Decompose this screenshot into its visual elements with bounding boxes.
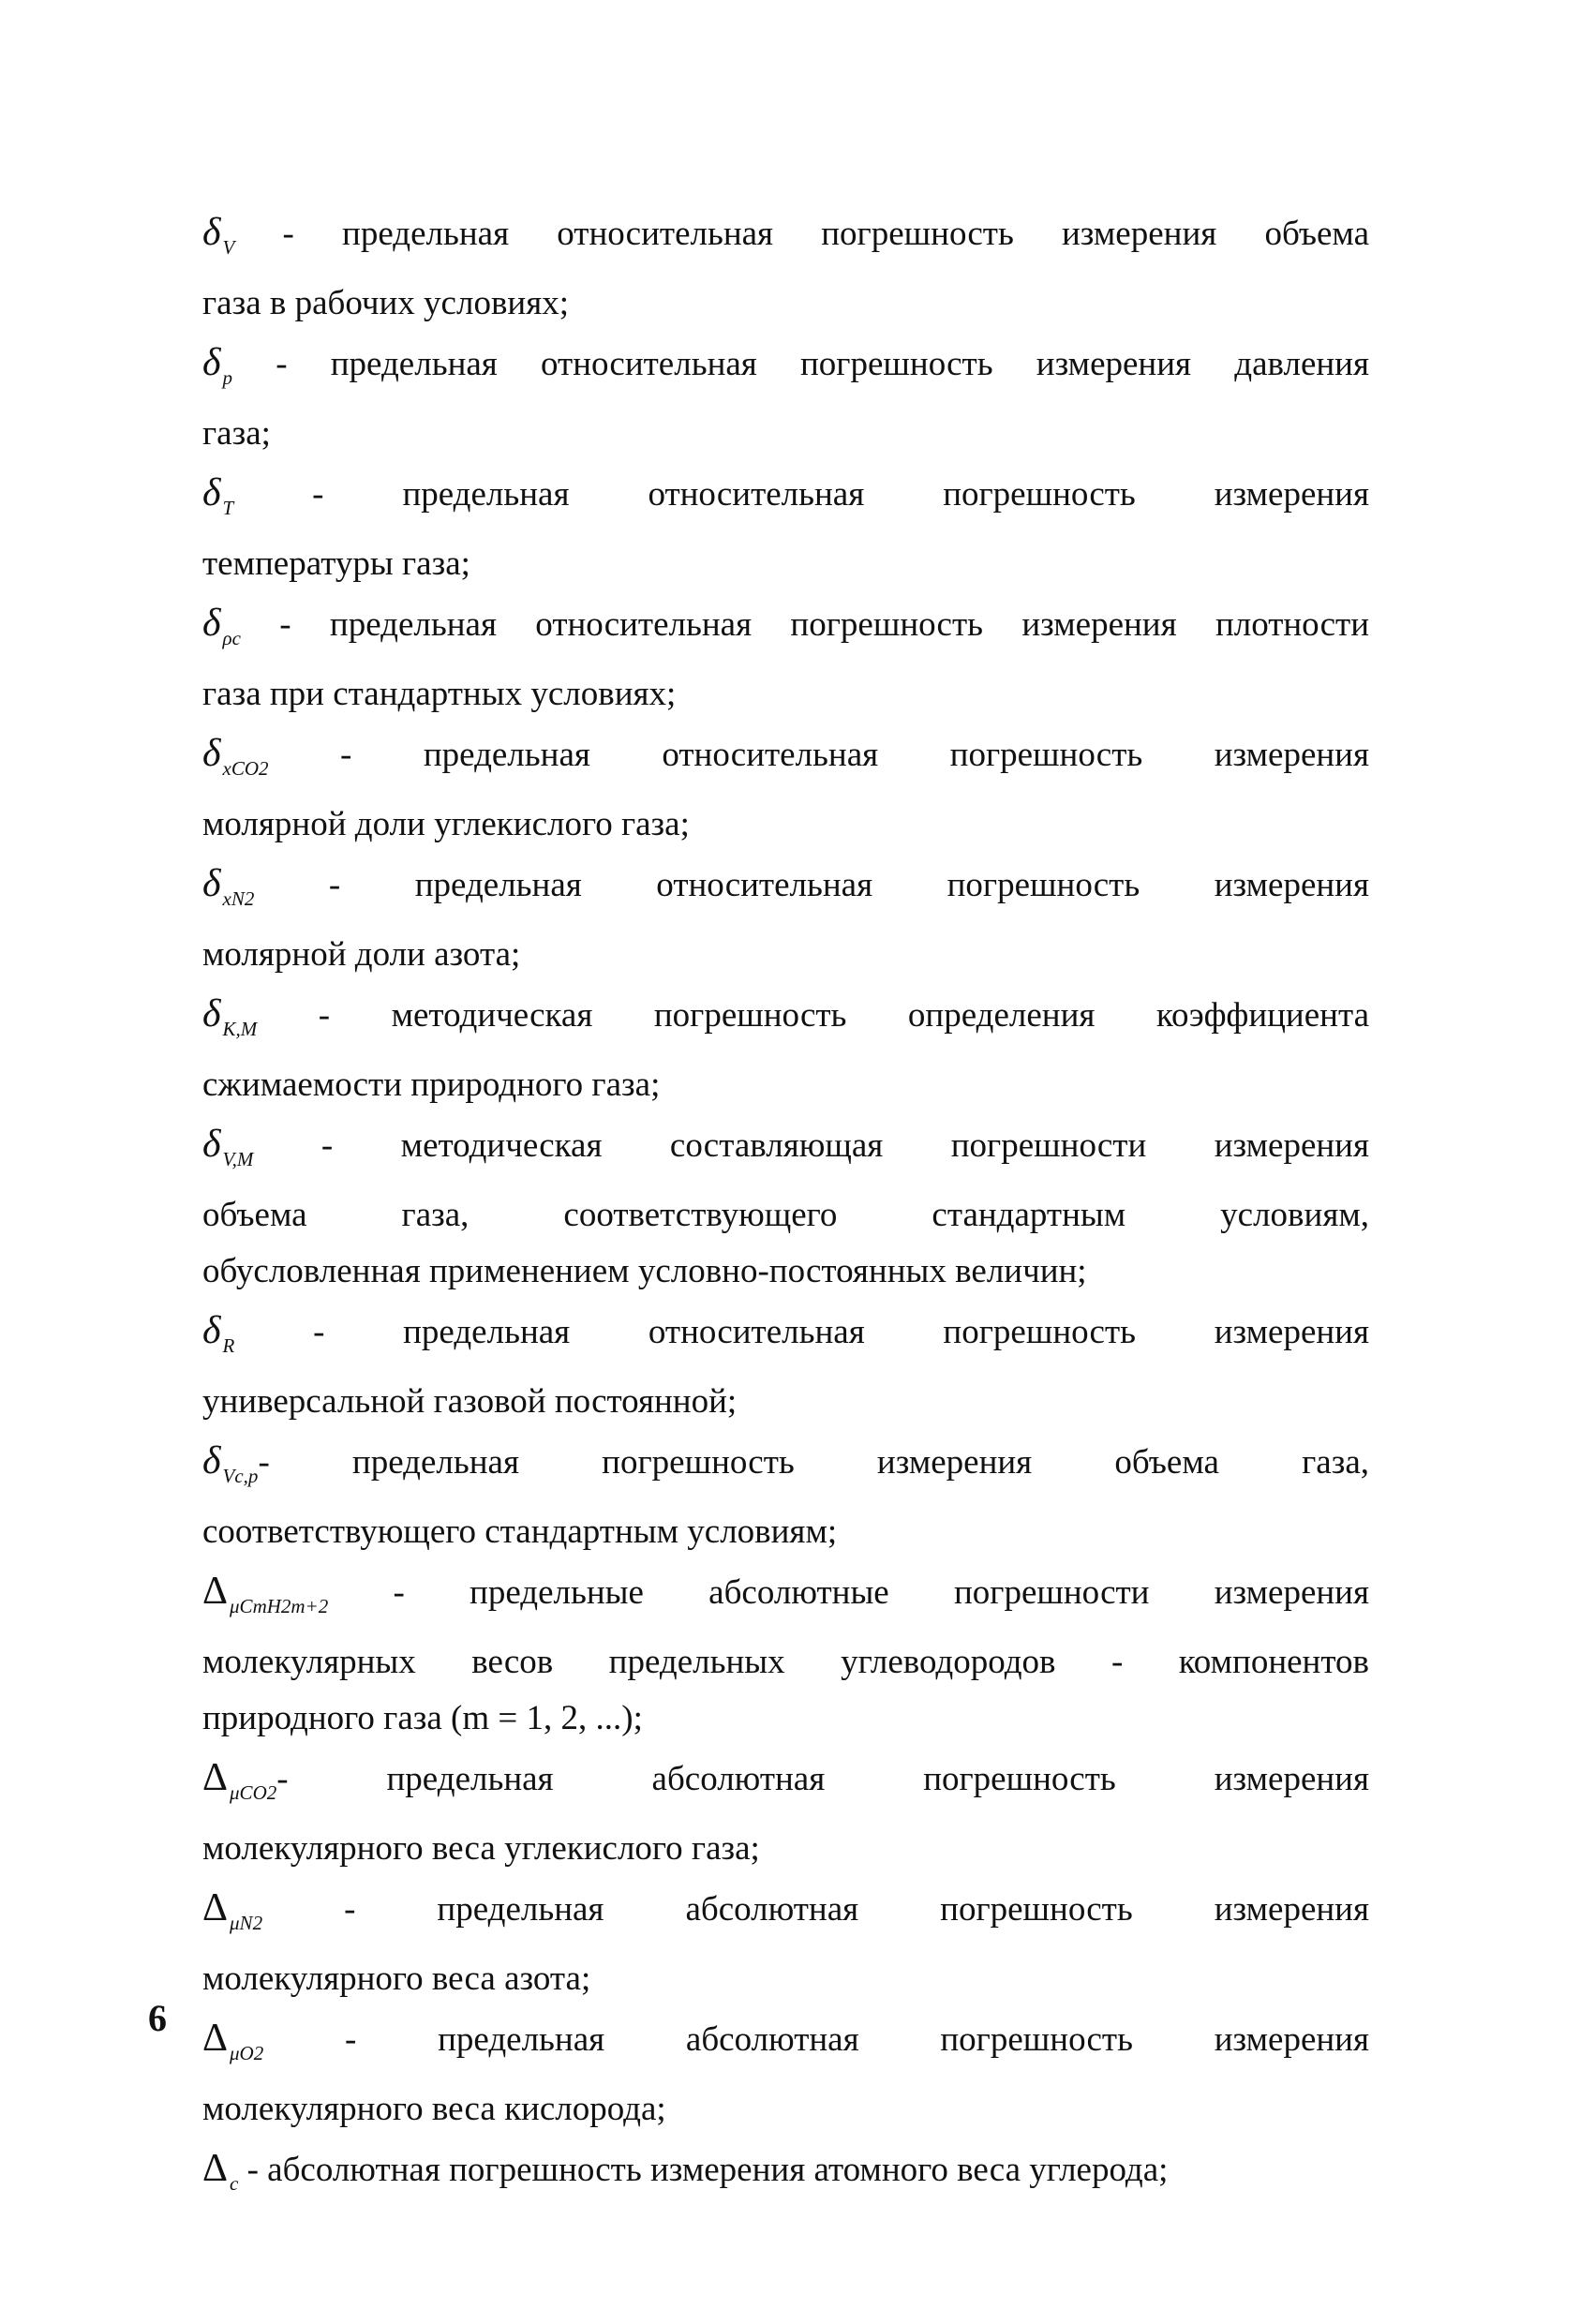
definition-delta-r [202, 1303, 1369, 1430]
definition-line [202, 725, 1369, 797]
definition-text: - предельная абсолютная погрешность измерения [276, 1760, 1369, 1798]
definition-line: природного газа (m = 1, 2, ...); [202, 1699, 643, 1737]
definition-line: газа при стандартных условиях; [202, 675, 677, 713]
symbol-subscript: Vc,p [222, 1465, 259, 1487]
definition-line [202, 1563, 1369, 1634]
definition-line [202, 856, 1369, 927]
definition-symbol: δ [202, 862, 221, 905]
symbol-subscript: K,M [222, 1018, 258, 1040]
definition-line [202, 1116, 1369, 1187]
definition-line [202, 465, 1369, 536]
definition-text: - предельная относительная погрешность измерения [233, 475, 1369, 514]
definition-symbol: δ [202, 602, 221, 645]
definition-line: обусловленная применением условно-постоянных величин; [202, 1252, 1087, 1290]
symbol-subscript: T [222, 497, 234, 519]
definition-symbol: Δ [202, 1756, 229, 1799]
symbol-subscript: ρc [222, 627, 241, 649]
definition-line [202, 2010, 1369, 2081]
definition-symbol: δ [202, 341, 221, 384]
definition-abs-mu-o2 [202, 2010, 1369, 2138]
definition-line: молекулярного веса кислорода; [202, 2090, 666, 2128]
definition-line: молярной доли азота; [202, 935, 521, 974]
definition-delta-v [202, 204, 1369, 332]
definition-delta-k-m [202, 986, 1369, 1113]
definition-line [202, 595, 1369, 666]
symbol-subscript: R [222, 1334, 235, 1357]
definition-symbol: δ [202, 211, 221, 254]
definition-line [202, 1303, 1369, 1374]
symbol-subscript: c [230, 2172, 239, 2195]
definition-text: - предельные абсолютные погрешности измерения [328, 1573, 1369, 1612]
definition-symbol: δ [202, 471, 221, 514]
definition-text: - методическая составляющая погрешности измерения [253, 1126, 1369, 1165]
definition-line: молярной доли углекислого газа; [202, 805, 690, 843]
definition-text: - предельная относительная погрешность измерения [254, 866, 1369, 904]
definition-line [202, 335, 1369, 406]
definition-symbol: Δ [202, 1886, 229, 1929]
symbol-subscript: p [222, 366, 233, 389]
definition-symbol: Δ [202, 2147, 229, 2190]
definition-line: молекулярных весов предельных углеводородов - компонентов [202, 1643, 1369, 1681]
definition-abs-mu-n2 [202, 1880, 1369, 2007]
symbol-subscript: xN2 [222, 887, 255, 910]
definition-abs-c [202, 2140, 1369, 2212]
symbol-subscript: μCO2 [230, 1781, 277, 1804]
definitions-list [202, 204, 1369, 2214]
definition-symbol: δ [202, 1439, 221, 1482]
definition-text: - предельная абсолютная погрешность измерения [262, 1890, 1369, 1929]
definition-text: - предельная относительная погрешность измерения давления [232, 345, 1369, 383]
definition-line [202, 2140, 1369, 2212]
definition-text: - предельная относительная погрешность измерения [234, 1313, 1369, 1351]
definition-line: температуры газа; [202, 544, 470, 583]
page-number: 6 [148, 1997, 167, 2039]
symbol-subscript: xCO2 [222, 757, 269, 780]
definition-line: универсальной газовой постоянной; [202, 1382, 738, 1421]
definition-delta-rho-c [202, 595, 1369, 723]
definition-line: газа в рабочих условиях; [202, 284, 570, 322]
symbol-subscript: μN2 [230, 1912, 263, 1934]
definition-line [202, 986, 1369, 1057]
definition-line: молекулярного веса азота; [202, 1959, 591, 1998]
definition-text: - предельная относительная погрешность измерения [268, 736, 1369, 774]
definition-symbol: Δ [202, 1570, 229, 1613]
definition-line [202, 1750, 1369, 1821]
definition-symbol: δ [202, 1123, 221, 1166]
definition-delta-p [202, 335, 1369, 462]
definition-delta-v-m [202, 1116, 1369, 1300]
definition-line [202, 1433, 1369, 1504]
definition-delta-x-co2 [202, 725, 1369, 853]
definition-abs-mu-co2 [202, 1750, 1369, 1877]
definition-line: газа; [202, 414, 271, 453]
definition-line [202, 204, 1369, 276]
definition-symbol: δ [202, 992, 221, 1035]
definition-line: соответствующего стандартным условиям; [202, 1512, 838, 1551]
definition-line: объема газа, соответствующего стандартным условиям, [202, 1196, 1369, 1234]
definition-symbol: δ [202, 732, 221, 775]
symbol-subscript: V,M [222, 1148, 254, 1170]
definition-delta-x-n2 [202, 856, 1369, 983]
definition-delta-t [202, 465, 1369, 592]
definition-text: - методическая погрешность определения коэффициента [257, 996, 1369, 1035]
definition-symbol: δ [202, 1309, 221, 1352]
symbol-subscript: μCmH2m+2 [230, 1595, 329, 1617]
definition-line [202, 1880, 1369, 1951]
symbol-subscript: V [222, 236, 235, 259]
definition-delta-vc-p [202, 1433, 1369, 1560]
definition-text: - предельная относительная погрешность измерения плотности [240, 605, 1369, 644]
definition-text: - абсолютная погрешность измерения атомного веса углерода; [238, 2151, 1169, 2189]
definition-text: - предельная относительная погрешность измерения объема [234, 215, 1369, 253]
definition-line: сжимаемости природного газа; [202, 1065, 661, 1104]
symbol-subscript: μO2 [230, 2042, 264, 2064]
definition-text: - предельная абсолютная погрешность измерения [263, 2020, 1369, 2059]
definition-line: молекулярного веса углекислого газа; [202, 1829, 760, 1868]
definition-symbol: Δ [202, 2017, 229, 2060]
definition-text: - предельная погрешность измерения объема газа, [258, 1443, 1369, 1482]
definition-abs-mu-hydrocarbons [202, 1563, 1369, 1747]
